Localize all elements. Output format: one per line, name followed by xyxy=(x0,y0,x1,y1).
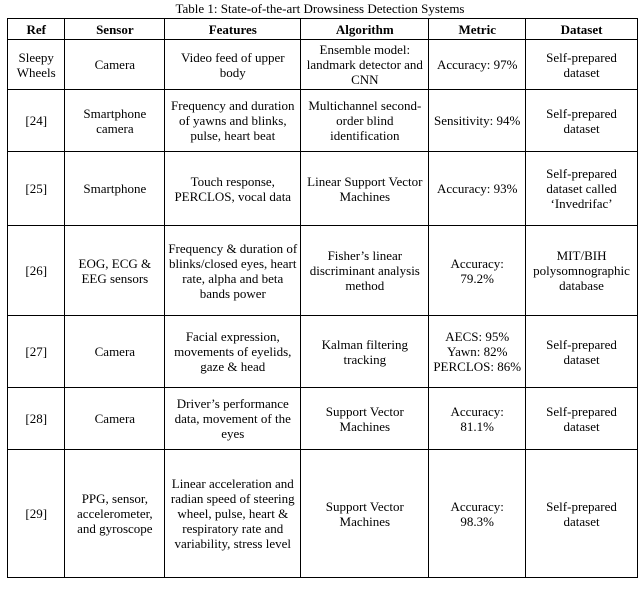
table-row xyxy=(8,388,638,450)
table-cell-ref: [24] xyxy=(8,90,65,152)
table-cell-metric: Accuracy: 93% xyxy=(429,152,526,226)
table-cell-dataset: Self-prepared dataset xyxy=(526,90,638,152)
table-row xyxy=(8,450,638,578)
table-cell-sensor: Camera xyxy=(65,40,165,90)
table-cell-metric: Accuracy: 79.2% xyxy=(429,226,526,316)
table-cell-algorithm: Ensemble model: landmark detector and CNN xyxy=(301,40,429,90)
table-cell-features: Touch response, PERCLOS, vocal data xyxy=(165,152,301,226)
table-cell-metric: AECS: 95% Yawn: 82% PERCLOS: 86% xyxy=(429,316,526,388)
column-header-features: Features xyxy=(165,19,301,40)
table-cell-algorithm: Support Vector Machines xyxy=(301,450,429,578)
column-header-metric: Metric xyxy=(429,19,526,40)
table-row xyxy=(8,90,638,152)
drowsiness-detection-table xyxy=(7,18,638,578)
table-cell-dataset: Self-prepared dataset xyxy=(526,316,638,388)
table-cell-ref: Sleepy Wheels xyxy=(8,40,65,90)
column-header-algorithm: Algorithm xyxy=(301,19,429,40)
table-cell-metric: Accuracy: 97% xyxy=(429,40,526,90)
table-cell-dataset: Self-prepared dataset xyxy=(526,40,638,90)
table-cell-dataset: MIT/BIH polysomnographic database xyxy=(526,226,638,316)
table-cell-sensor: EOG, ECG & EEG sensors xyxy=(65,226,165,316)
table-cell-features: Facial expression, movements of eyelids, gaze & head xyxy=(165,316,301,388)
table-cell-features: Linear acceleration and radian speed of steering wheel, pulse, heart & respiratory rate and variability, stress level xyxy=(165,450,301,578)
table-cell-metric: Accuracy: 81.1% xyxy=(429,388,526,450)
table-cell-metric: Sensitivity: 94% xyxy=(429,90,526,152)
table-head xyxy=(8,19,638,40)
table-cell-ref: [27] xyxy=(8,316,65,388)
table-cell-sensor: Camera xyxy=(65,316,165,388)
table-cell-dataset: Self-prepared dataset xyxy=(526,450,638,578)
table-cell-sensor: Smartphone xyxy=(65,152,165,226)
table-cell-sensor: Smartphone camera xyxy=(65,90,165,152)
table-caption: Table 1: State-of-the-art Drowsiness Detection Systems xyxy=(175,1,465,16)
table-cell-features: Frequency & duration of blinks/closed eyes, heart rate, alpha and beta bands power xyxy=(165,226,301,316)
table-row xyxy=(8,152,638,226)
table-cell-algorithm: Fisher’s linear discriminant analysis method xyxy=(301,226,429,316)
table-cell-dataset: Self-prepared dataset called ‘Invedrifac’ xyxy=(526,152,638,226)
table-cell-metric: Accuracy: 98.3% xyxy=(429,450,526,578)
table-header-row xyxy=(8,19,638,40)
table-cell-algorithm: Kalman filtering tracking xyxy=(301,316,429,388)
table-cell-features: Frequency and duration of yawns and blinks, pulse, heart beat xyxy=(165,90,301,152)
table-cell-dataset: Self-prepared dataset xyxy=(526,388,638,450)
column-header-dataset: Dataset xyxy=(526,19,638,40)
table-cell-algorithm: Multichannel second-order blind identification xyxy=(301,90,429,152)
table-cell-sensor: PPG, sensor, accelerometer, and gyroscope xyxy=(65,450,165,578)
column-header-ref: Ref xyxy=(8,19,65,40)
table-cell-ref: [26] xyxy=(8,226,65,316)
table-cell-features: Driver’s performance data, movement of the eyes xyxy=(165,388,301,450)
table-row xyxy=(8,316,638,388)
table-cell-algorithm: Support Vector Machines xyxy=(301,388,429,450)
column-header-sensor: Sensor xyxy=(65,19,165,40)
table-cell-sensor: Camera xyxy=(65,388,165,450)
table-cell-features: Video feed of upper body xyxy=(165,40,301,90)
table-row xyxy=(8,226,638,316)
table-cell-ref: [29] xyxy=(8,450,65,578)
table-body xyxy=(8,40,638,578)
table-row xyxy=(8,40,638,90)
table-cell-algorithm: Linear Support Vector Machines xyxy=(301,152,429,226)
table-cell-ref: [25] xyxy=(8,152,65,226)
table-cell-ref: [28] xyxy=(8,388,65,450)
